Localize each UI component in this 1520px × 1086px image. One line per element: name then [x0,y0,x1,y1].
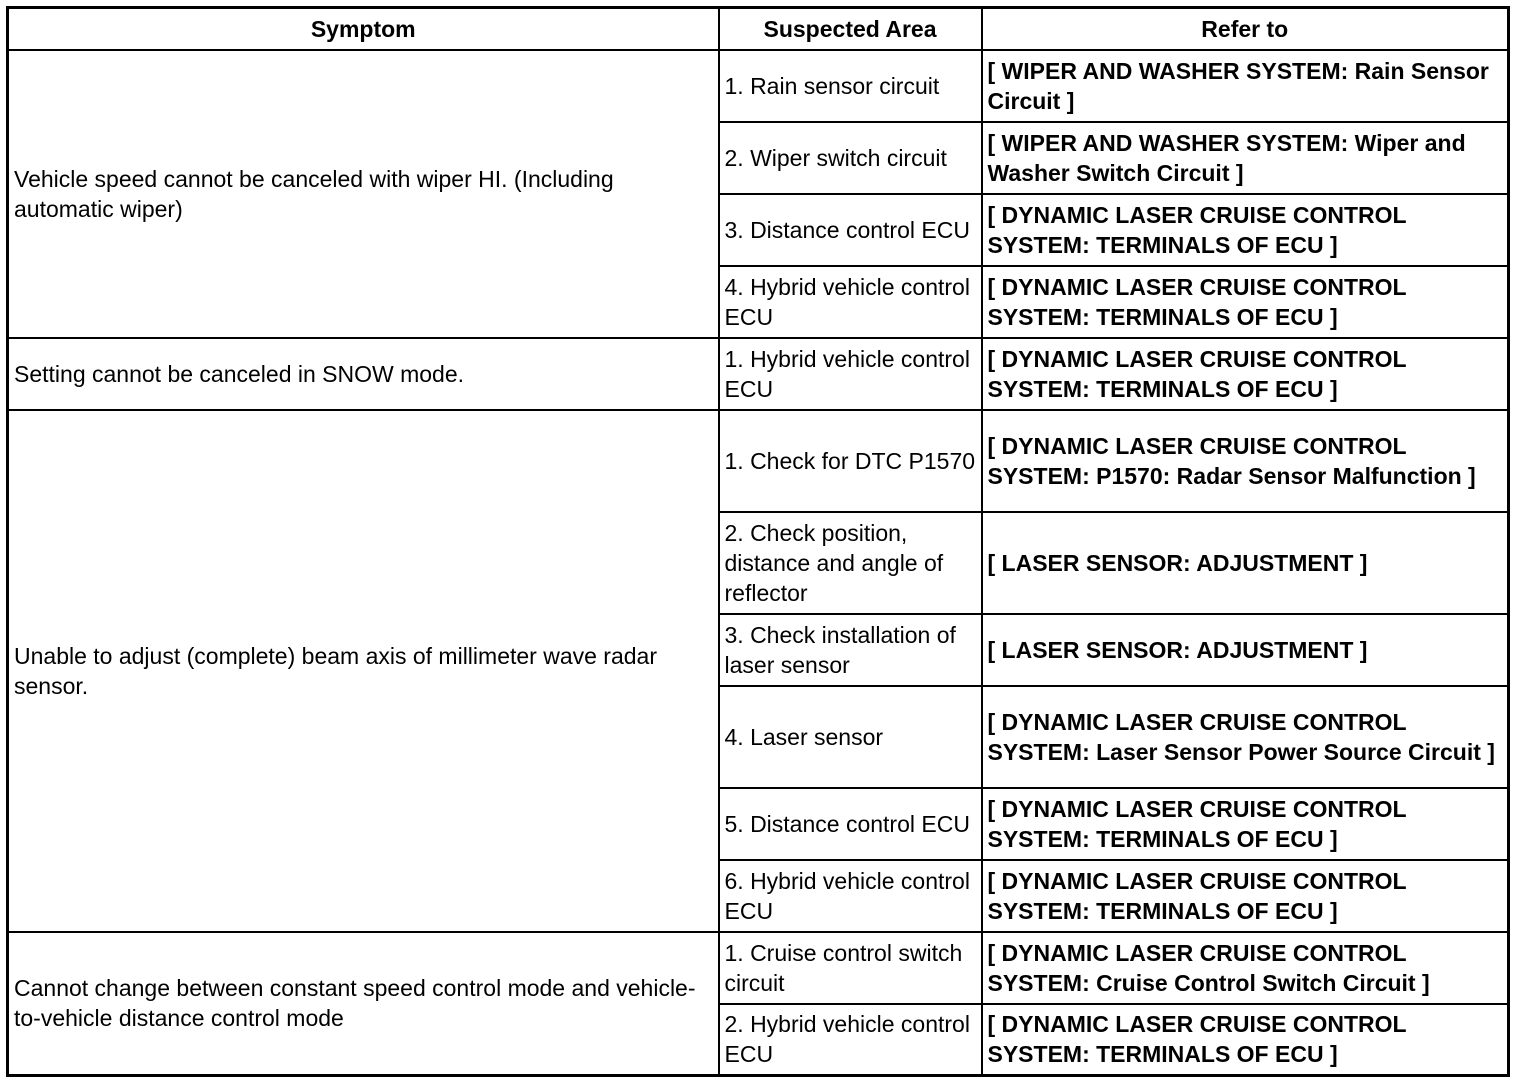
refer-to-cell: [ DYNAMIC LASER CRUISE CONTROL SYSTEM: Cruise Control Switch Circuit ] [982,932,1509,1004]
refer-to-cell: [ DYNAMIC LASER CRUISE CONTROL SYSTEM: Laser Sensor Power Source Circuit ] [982,686,1509,788]
refer-to-cell: [ WIPER AND WASHER SYSTEM: Wiper and Washer Switch Circuit ] [982,122,1509,194]
refer-to-cell: [ DYNAMIC LASER CRUISE CONTROL SYSTEM: TERMINALS OF ECU ] [982,860,1509,932]
table-row [8,338,1509,410]
symptom-table [6,6,1510,1077]
refer-to-cell: [ DYNAMIC LASER CRUISE CONTROL SYSTEM: TERMINALS OF ECU ] [982,788,1509,860]
header-suspected-area: Suspected Area [719,8,982,50]
header-row [8,8,1509,50]
refer-to-cell: [ DYNAMIC LASER CRUISE CONTROL SYSTEM: TERMINALS OF ECU ] [982,338,1509,410]
suspected-area-cell: 4. Hybrid vehicle control ECU [719,266,982,338]
suspected-area-cell: 1. Rain sensor circuit [719,50,982,122]
refer-to-cell: [ DYNAMIC LASER CRUISE CONTROL SYSTEM: TERMINALS OF ECU ] [982,1004,1509,1076]
symptom-cell: Vehicle speed cannot be canceled with wiper HI. (Including automatic wiper) [8,50,719,338]
refer-to-cell: [ LASER SENSOR: ADJUSTMENT ] [982,614,1509,686]
refer-to-cell: [ WIPER AND WASHER SYSTEM: Rain Sensor Circuit ] [982,50,1509,122]
header-symptom: Symptom [8,8,719,50]
suspected-area-cell: 3. Check installation of laser sensor [719,614,982,686]
suspected-area-cell: 4. Laser sensor [719,686,982,788]
suspected-area-cell: 2. Check position, distance and angle of reflector [719,512,982,614]
table-row [8,50,1509,122]
header-refer-to: Refer to [982,8,1509,50]
symptom-cell: Cannot change between constant speed control mode and vehicle-to-vehicle distance control mode [8,932,719,1076]
refer-to-cell: [ LASER SENSOR: ADJUSTMENT ] [982,512,1509,614]
symptom-cell: Unable to adjust (complete) beam axis of millimeter wave radar sensor. [8,410,719,932]
refer-to-cell: [ DYNAMIC LASER CRUISE CONTROL SYSTEM: P1570: Radar Sensor Malfunction ] [982,410,1509,512]
suspected-area-cell: 5. Distance control ECU [719,788,982,860]
symptom-cell: Setting cannot be canceled in SNOW mode. [8,338,719,410]
table-row [8,410,1509,512]
suspected-area-cell: 1. Cruise control switch circuit [719,932,982,1004]
suspected-area-cell: 3. Distance control ECU [719,194,982,266]
refer-to-cell: [ DYNAMIC LASER CRUISE CONTROL SYSTEM: TERMINALS OF ECU ] [982,266,1509,338]
suspected-area-cell: 1. Hybrid vehicle control ECU [719,338,982,410]
suspected-area-cell: 2. Wiper switch circuit [719,122,982,194]
suspected-area-cell: 6. Hybrid vehicle control ECU [719,860,982,932]
table-row [8,932,1509,1004]
suspected-area-cell: 2. Hybrid vehicle control ECU [719,1004,982,1076]
suspected-area-cell: 1. Check for DTC P1570 [719,410,982,512]
refer-to-cell: [ DYNAMIC LASER CRUISE CONTROL SYSTEM: TERMINALS OF ECU ] [982,194,1509,266]
